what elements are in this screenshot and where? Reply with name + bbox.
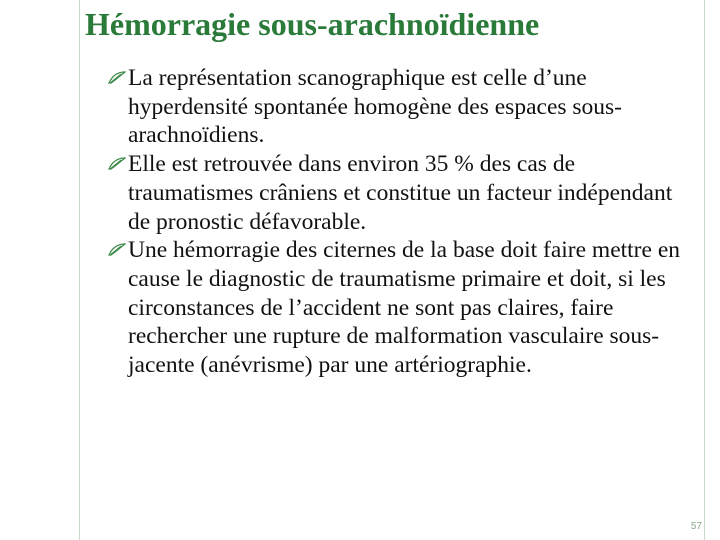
bullet-text: Elle est retrouvée dans environ 35 % des cas de traumatismes crâniens et constitue un facteur indépendant de pronostic défavorable.	[128, 151, 673, 235]
bullet-item	[108, 236, 698, 380]
bullet-text: La représentation scanographique est celle d’une hyperdensité spontanée homogène des espaces sous-arachnoïdiens.	[128, 65, 623, 149]
bullet-item	[108, 64, 698, 150]
left-border-line	[79, 0, 80, 540]
bullet-list	[108, 64, 698, 380]
right-border-line	[704, 0, 705, 540]
slide-title: Hémorragie sous-arachnoïdienne	[85, 6, 540, 42]
feather-bullet-icon	[108, 243, 126, 257]
feather-bullet-icon	[108, 71, 126, 85]
feather-bullet-icon	[108, 157, 126, 171]
slide-number: 57	[690, 521, 702, 532]
bullet-text: Une hémorragie des citernes de la base doit faire mettre en cause le diagnostic de traumatisme primaire et doit, si les circonstances de l’accident ne sont pas claires, faire rechercher une rupture de malformation vasculaire sous-jacente (anévrisme) par une artériographie.	[128, 237, 680, 379]
bullet-item	[108, 150, 698, 236]
